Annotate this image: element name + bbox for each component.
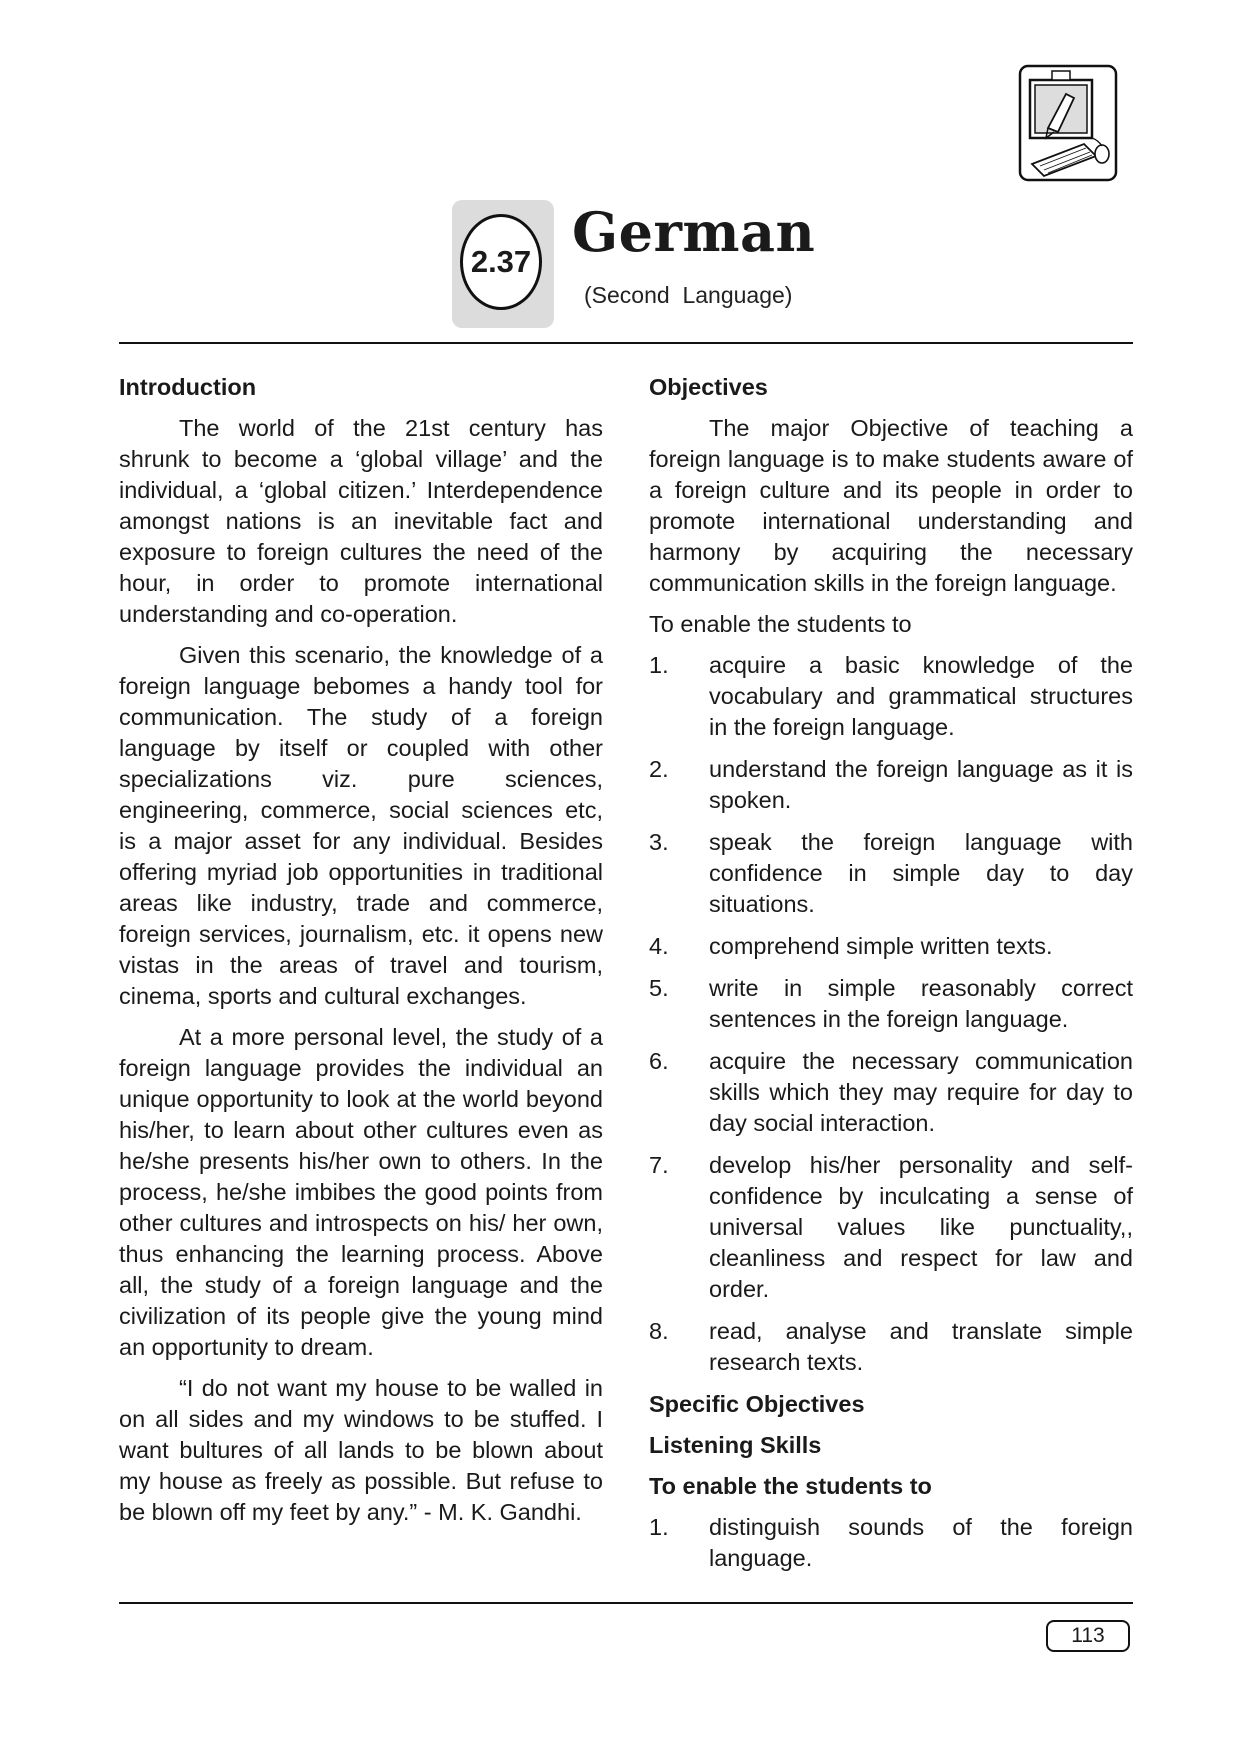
list-text: acquire the necessary communication skills which they may require for day to day social interaction.: [709, 1048, 1133, 1136]
list-text: develop his/her personality and self-confidence by inculcating a sense of universal values like punctuality,, cleanliness and respect for law and order.: [709, 1152, 1133, 1302]
list-item: [649, 650, 1133, 743]
list-number: 1.: [649, 652, 669, 678]
objectives-heading: Objectives: [649, 374, 768, 400]
list-text: write in simple reasonably correct sentences in the foreign language.: [709, 975, 1133, 1032]
introduction-heading: Introduction: [119, 374, 257, 400]
list-item: [649, 1512, 1133, 1574]
list-text: understand the foreign language as it is spoken.: [709, 756, 1133, 813]
listening-skills-list: [649, 1512, 1133, 1574]
list-item: [649, 1046, 1133, 1139]
list-text: read, analyse and translate simple research texts.: [709, 1318, 1133, 1375]
objectives-lead: To enable the students to: [649, 611, 912, 637]
list-number: 4.: [649, 933, 669, 959]
intro-paragraph: Given this scenario, the knowledge of a foreign language bebomes a handy tool for communication. The study of a foreign language by itself or coupled with other specializations viz. pure sciences, engineering, commerce, social sciences etc, is a major asset for any individual. Besides offering myriad job opportunities in traditional areas like industry, trade and commerce, foreign services, journalism, etc. it opens new vistas in the areas of travel and tourism, cinema, sports and cultural exchanges.: [119, 642, 603, 1009]
list-text: distinguish sounds of the foreign language.: [709, 1514, 1133, 1571]
page-subtitle: (Second Language): [584, 282, 793, 308]
list-item: [649, 754, 1133, 816]
objectives-column: [649, 372, 1133, 1585]
list-item: [649, 1316, 1133, 1378]
list-number: 2.: [649, 756, 669, 782]
specific-objectives-lead: To enable the students to: [649, 1473, 932, 1499]
list-text: comprehend simple written texts.: [709, 933, 1053, 959]
page-title: German: [572, 200, 816, 264]
objectives-paragraph: The major Objective of teaching a foreign language is to make students aware of a foreign culture and its people in order to promote international understanding and harmony by acquiring the necessary communication skills in the foreign language.: [649, 415, 1133, 596]
chapter-badge: [452, 200, 554, 328]
list-item: [649, 931, 1133, 962]
introduction-column: [119, 372, 603, 1538]
intro-paragraph: At a more personal level, the study of a foreign language provides the individual an unique opportunity to look at the world beyond his/her, to learn about other cultures even as he/she presents his/her own to others. In the process, he/she imbibes the good points from other cultures and introspects on his/ her own, thus enhancing the learning process. Above all, the study of a foreign language and the civilization of its people give the young mind an opportunity to dream.: [119, 1024, 603, 1360]
listening-skills-heading: Listening Skills: [649, 1432, 822, 1458]
list-text: acquire a basic knowledge of the vocabulary and grammatical structures in the foreign language.: [709, 652, 1133, 740]
objectives-list: [649, 650, 1133, 1378]
list-number: 7.: [649, 1152, 669, 1178]
list-number: 6.: [649, 1048, 669, 1074]
list-item: [649, 827, 1133, 920]
page-number: 113: [1046, 1620, 1130, 1652]
list-number: 5.: [649, 975, 669, 1001]
list-item: [649, 1150, 1133, 1305]
intro-paragraph: The world of the 21st century has shrunk to become a ‘global village’ and the individual, a ‘global citizen.’ Interdependence amongst nations is an inevitable fact and exposure to foreign cultures the need of the hour, in order to promote international understanding and co-operation.: [119, 415, 603, 627]
list-number: 8.: [649, 1318, 669, 1344]
computer-keyboard-icon: [1018, 64, 1118, 182]
list-number: 1.: [649, 1514, 669, 1540]
footer-rule: [119, 1602, 1133, 1604]
intro-quote: “I do not want my house to be walled in on all sides and my windows to be stuffed. I want bultures of all lands to be blown about my house as freely as possible. But refuse to be blown off my feet by any.” - M. K. Gandhi.: [119, 1375, 603, 1525]
list-item: [649, 973, 1133, 1035]
list-text: speak the foreign language with confidence in simple day to day situations.: [709, 829, 1133, 917]
list-number: 3.: [649, 829, 669, 855]
chapter-number: 2.37: [460, 214, 542, 310]
specific-objectives-heading: Specific Objectives: [649, 1391, 865, 1417]
header-rule: [119, 342, 1133, 344]
